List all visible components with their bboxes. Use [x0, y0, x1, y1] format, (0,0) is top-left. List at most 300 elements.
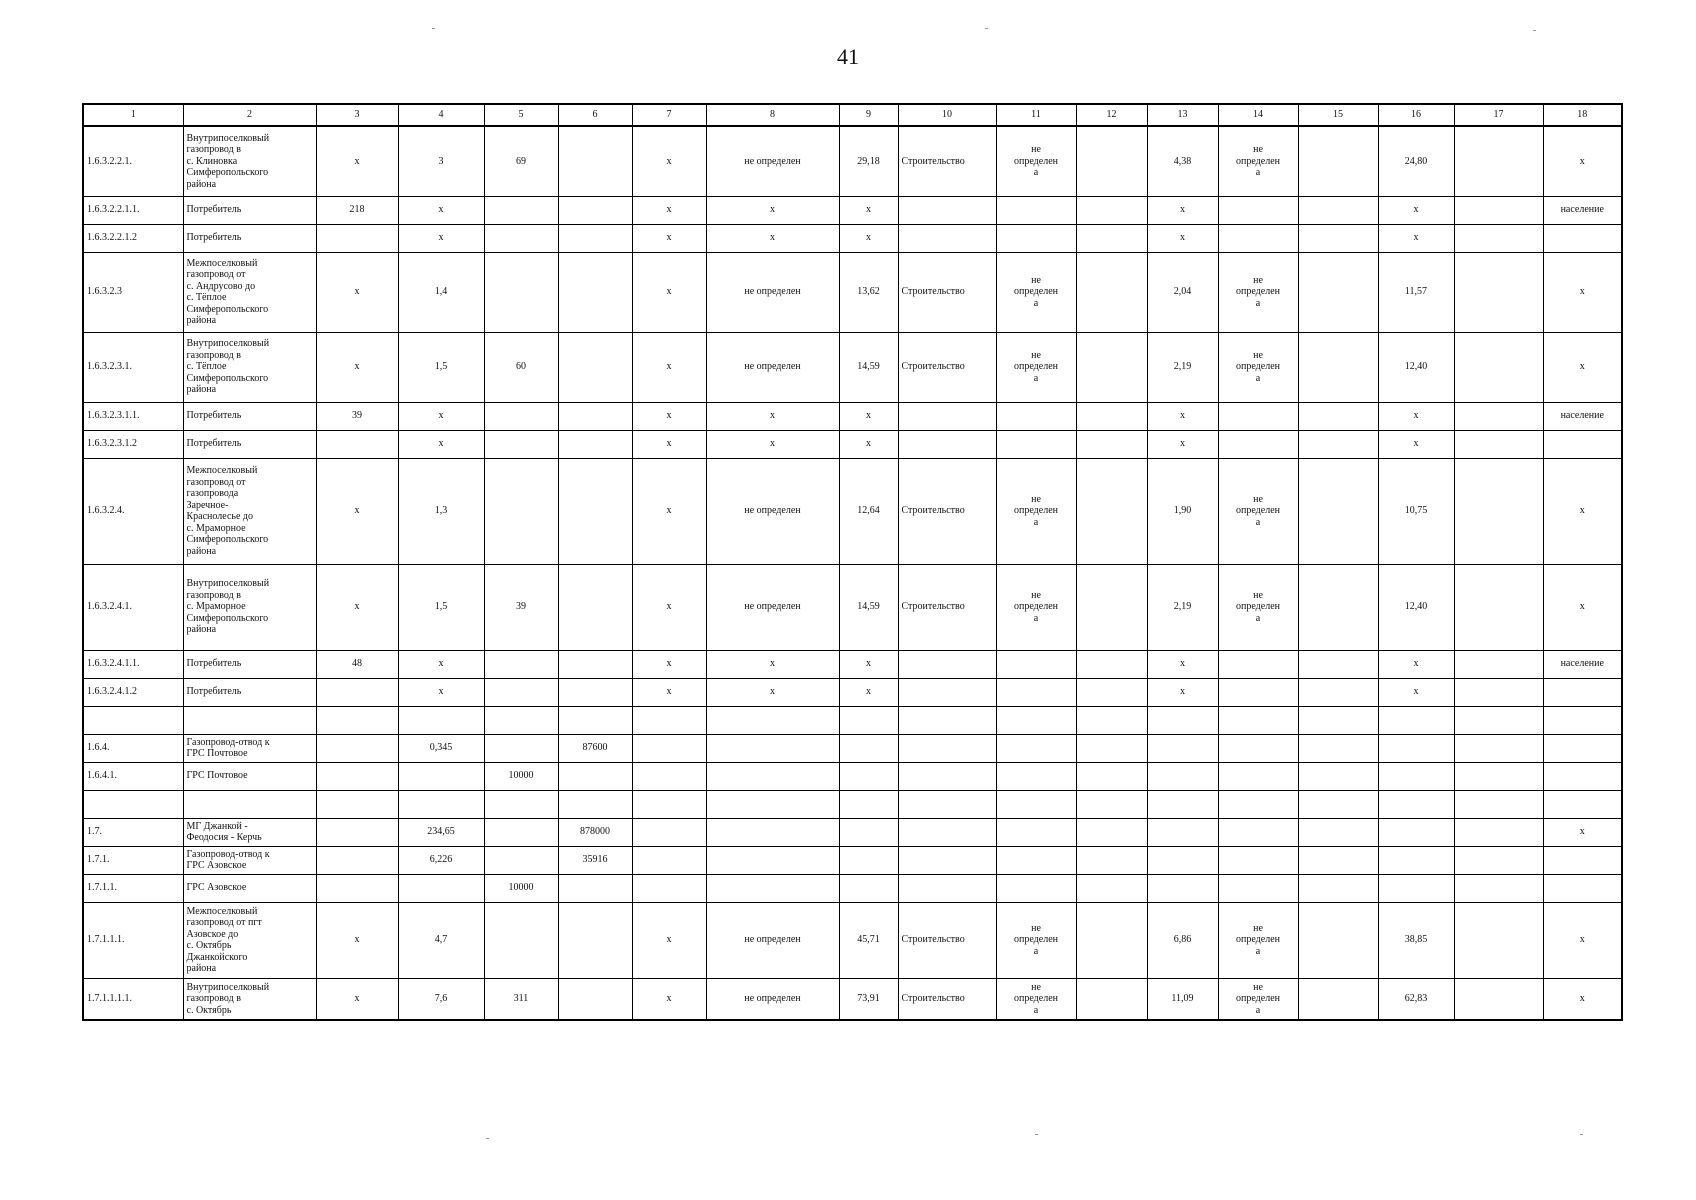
- table-cell: [1147, 762, 1218, 790]
- table-cell: [1298, 846, 1378, 874]
- table-cell: 11,09: [1147, 978, 1218, 1020]
- table-cell: 311: [484, 978, 558, 1020]
- table-cell: 1,90: [1147, 458, 1218, 564]
- table-cell: население: [1543, 650, 1622, 678]
- table-cell: х: [316, 252, 398, 332]
- table-cell: не определен а: [996, 458, 1076, 564]
- table-cell: [316, 874, 398, 902]
- row-name-cell: МГ Джанкой - Феодосия - Керчь: [183, 818, 316, 846]
- table-cell: [1298, 196, 1378, 224]
- table-cell: Строительство: [898, 126, 996, 196]
- row-name-cell: Газопровод-отвод к ГРС Азовское: [183, 846, 316, 874]
- table-cell: [316, 706, 398, 734]
- table-cell: х: [706, 402, 839, 430]
- table-cell: [706, 818, 839, 846]
- row-name-cell: [183, 790, 316, 818]
- table-cell: х: [632, 564, 706, 650]
- row-name-cell: Внутрипоселковый газопровод в с. Мраморное Симферопольского района: [183, 564, 316, 650]
- table-cell: [1218, 430, 1298, 458]
- table-cell: 10000: [484, 874, 558, 902]
- table-cell: [484, 402, 558, 430]
- table-cell: х: [839, 650, 898, 678]
- table-cell: не определен а: [996, 126, 1076, 196]
- table-cell: 14,59: [839, 564, 898, 650]
- table-cell: [484, 650, 558, 678]
- table-cell: х: [1543, 252, 1622, 332]
- table-cell: [1076, 332, 1147, 402]
- row-code-cell: 1.6.3.2.4.1.1.: [83, 650, 183, 678]
- table-cell: Строительство: [898, 978, 996, 1020]
- table-cell: 39: [484, 564, 558, 650]
- table-cell: [1218, 874, 1298, 902]
- column-header-4: 4: [398, 104, 484, 126]
- table-cell: 1,5: [398, 564, 484, 650]
- table-cell: [484, 706, 558, 734]
- table-cell: не определен а: [996, 902, 1076, 978]
- table-cell: х: [1378, 224, 1454, 252]
- table-cell: 2,19: [1147, 564, 1218, 650]
- table-row: [83, 902, 1622, 978]
- table-cell: [996, 818, 1076, 846]
- table-cell: [996, 734, 1076, 762]
- table-row: [83, 978, 1622, 1020]
- table-row: [83, 650, 1622, 678]
- row-code-cell: 1.6.3.2.4.: [83, 458, 183, 564]
- table-cell: не определен а: [1218, 458, 1298, 564]
- table-cell: [1147, 706, 1218, 734]
- table-cell: [839, 706, 898, 734]
- table-cell: [316, 790, 398, 818]
- table-cell: [1076, 734, 1147, 762]
- table-cell: население: [1543, 196, 1622, 224]
- table-cell: [484, 734, 558, 762]
- column-header-3: 3: [316, 104, 398, 126]
- table-cell: [1454, 734, 1543, 762]
- row-code-cell: [83, 706, 183, 734]
- row-code-cell: 1.7.: [83, 818, 183, 846]
- table-cell: [484, 790, 558, 818]
- table-cell: [1218, 790, 1298, 818]
- table-row: [83, 224, 1622, 252]
- table-cell: 2,04: [1147, 252, 1218, 332]
- table-cell: [632, 734, 706, 762]
- table-cell: х: [316, 126, 398, 196]
- table-cell: [1378, 734, 1454, 762]
- table-cell: [632, 818, 706, 846]
- table-cell: х: [1147, 430, 1218, 458]
- table-cell: [1454, 902, 1543, 978]
- table-cell: [558, 790, 632, 818]
- table-cell: 878000: [558, 818, 632, 846]
- table-cell: [1076, 818, 1147, 846]
- table-cell: х: [1543, 902, 1622, 978]
- table-cell: [996, 706, 1076, 734]
- table-cell: [558, 458, 632, 564]
- row-name-cell: Межпоселковый газопровод от газопровода Заречное- Краснолесье до с. Мраморное Симферопольского района: [183, 458, 316, 564]
- table-cell: х: [398, 430, 484, 458]
- table-cell: х: [316, 978, 398, 1020]
- table-cell: [1454, 224, 1543, 252]
- table-cell: [839, 790, 898, 818]
- table-cell: [398, 874, 484, 902]
- table-cell: [1454, 978, 1543, 1020]
- row-name-cell: Внутрипоселковый газопровод в с. Октябрь: [183, 978, 316, 1020]
- table-cell: [398, 762, 484, 790]
- table-cell: [996, 874, 1076, 902]
- table-cell: 11,57: [1378, 252, 1454, 332]
- table-cell: 69: [484, 126, 558, 196]
- table-cell: 38,85: [1378, 902, 1454, 978]
- table-cell: [484, 458, 558, 564]
- table-cell: [1076, 126, 1147, 196]
- table-cell: 35916: [558, 846, 632, 874]
- table-cell: 87600: [558, 734, 632, 762]
- table-cell: [1298, 332, 1378, 402]
- row-name-cell: Межпоселковый газопровод от с. Андрусово до с. Тёплое Симферопольского района: [183, 252, 316, 332]
- table-cell: [1298, 430, 1378, 458]
- table-cell: [1218, 224, 1298, 252]
- table-cell: [1454, 252, 1543, 332]
- table-cell: [316, 678, 398, 706]
- table-cell: х: [839, 678, 898, 706]
- table-body: [83, 126, 1622, 1020]
- table-cell: [1298, 224, 1378, 252]
- table-cell: [1298, 762, 1378, 790]
- table-cell: х: [316, 564, 398, 650]
- row-name-cell: Потребитель: [183, 430, 316, 458]
- table-cell: [1378, 706, 1454, 734]
- table-cell: [1076, 458, 1147, 564]
- column-header-8: 8: [706, 104, 839, 126]
- table-cell: [1298, 874, 1378, 902]
- table-cell: х: [706, 224, 839, 252]
- table-cell: не определен а: [996, 332, 1076, 402]
- table-cell: не определен: [706, 902, 839, 978]
- table-cell: [706, 706, 839, 734]
- table-row: [83, 332, 1622, 402]
- table-cell: [1543, 762, 1622, 790]
- table-cell: [1378, 846, 1454, 874]
- table-cell: Строительство: [898, 458, 996, 564]
- table-cell: [1147, 846, 1218, 874]
- table-cell: х: [1543, 126, 1622, 196]
- table-cell: 4,38: [1147, 126, 1218, 196]
- table-cell: [898, 818, 996, 846]
- column-header-16: 16: [1378, 104, 1454, 126]
- page-number: 41: [837, 44, 859, 69]
- table-cell: [1147, 734, 1218, 762]
- table-cell: х: [398, 402, 484, 430]
- table-cell: 0,345: [398, 734, 484, 762]
- table-cell: [632, 790, 706, 818]
- table-cell: 14,59: [839, 332, 898, 402]
- table-cell: х: [1378, 402, 1454, 430]
- table-cell: не определен: [706, 126, 839, 196]
- column-header-15: 15: [1298, 104, 1378, 126]
- table-cell: 1,3: [398, 458, 484, 564]
- row-name-cell: Межпоселковый газопровод от пгт Азовское до с. Октябрь Джанкойского района: [183, 902, 316, 978]
- table-cell: [1218, 678, 1298, 706]
- scan-speck: [1035, 1134, 1038, 1135]
- row-name-cell: Потребитель: [183, 402, 316, 430]
- table-row: [83, 196, 1622, 224]
- table-cell: Строительство: [898, 252, 996, 332]
- table-cell: не определен а: [1218, 978, 1298, 1020]
- table-cell: х: [632, 650, 706, 678]
- table-cell: [1543, 874, 1622, 902]
- table-cell: [1076, 224, 1147, 252]
- table-cell: [996, 678, 1076, 706]
- table-cell: [1454, 874, 1543, 902]
- table-cell: [1378, 874, 1454, 902]
- table-cell: [1076, 846, 1147, 874]
- row-code-cell: [83, 790, 183, 818]
- table-cell: [839, 762, 898, 790]
- table-cell: 12,40: [1378, 564, 1454, 650]
- table-cell: 1,4: [398, 252, 484, 332]
- column-header-7: 7: [632, 104, 706, 126]
- table-cell: х: [632, 402, 706, 430]
- row-name-cell: ГРС Азовское: [183, 874, 316, 902]
- table-cell: [484, 430, 558, 458]
- table-cell: [839, 818, 898, 846]
- table-cell: [1076, 762, 1147, 790]
- table-cell: 1,5: [398, 332, 484, 402]
- table-cell: х: [1378, 196, 1454, 224]
- column-header-10: 10: [898, 104, 996, 126]
- table-cell: [1298, 252, 1378, 332]
- table-cell: 45,71: [839, 902, 898, 978]
- table-row: [83, 874, 1622, 902]
- table-cell: х: [1543, 564, 1622, 650]
- table-cell: [558, 332, 632, 402]
- table-cell: х: [1147, 678, 1218, 706]
- table-cell: [1218, 846, 1298, 874]
- table-cell: [1543, 430, 1622, 458]
- table-cell: х: [632, 902, 706, 978]
- table-cell: [558, 402, 632, 430]
- table-cell: [1298, 402, 1378, 430]
- table-cell: [1454, 818, 1543, 846]
- table-cell: [839, 874, 898, 902]
- table-cell: 12,64: [839, 458, 898, 564]
- table-cell: 234,65: [398, 818, 484, 846]
- table-cell: [316, 762, 398, 790]
- table-cell: [558, 762, 632, 790]
- table-cell: [1076, 678, 1147, 706]
- column-header-5: 5: [484, 104, 558, 126]
- column-header-6: 6: [558, 104, 632, 126]
- table-cell: не определен: [706, 252, 839, 332]
- column-header-17: 17: [1454, 104, 1543, 126]
- table-cell: [1298, 978, 1378, 1020]
- table-cell: [1454, 458, 1543, 564]
- table-cell: [316, 818, 398, 846]
- row-code-cell: 1.6.3.2.3.1.: [83, 332, 183, 402]
- row-code-cell: 1.7.1.: [83, 846, 183, 874]
- table-cell: [1543, 846, 1622, 874]
- table-cell: [1298, 706, 1378, 734]
- table-cell: х: [632, 430, 706, 458]
- table-cell: [558, 196, 632, 224]
- table-cell: х: [316, 332, 398, 402]
- table-cell: [558, 126, 632, 196]
- table-cell: [632, 846, 706, 874]
- table-cell: [1298, 678, 1378, 706]
- table-cell: [558, 252, 632, 332]
- table-row: [83, 734, 1622, 762]
- table-cell: 6,226: [398, 846, 484, 874]
- table-cell: [996, 762, 1076, 790]
- table-cell: [1218, 650, 1298, 678]
- table-cell: [706, 734, 839, 762]
- row-code-cell: 1.6.3.2.3.1.2: [83, 430, 183, 458]
- table-cell: [398, 706, 484, 734]
- table-cell: х: [839, 196, 898, 224]
- table-cell: [484, 252, 558, 332]
- scan-speck: [1580, 1134, 1583, 1135]
- table-cell: не определен: [706, 458, 839, 564]
- table-cell: [1454, 564, 1543, 650]
- table-cell: [1454, 790, 1543, 818]
- table-cell: [898, 650, 996, 678]
- scan-speck: [432, 28, 435, 29]
- table-cell: [632, 762, 706, 790]
- table-cell: [1076, 196, 1147, 224]
- table-cell: [1076, 874, 1147, 902]
- table-cell: [1543, 224, 1622, 252]
- table-cell: население: [1543, 402, 1622, 430]
- table-cell: не определен: [706, 332, 839, 402]
- table-cell: [1218, 196, 1298, 224]
- table-cell: [1543, 790, 1622, 818]
- table-cell: [632, 874, 706, 902]
- table-cell: [1454, 678, 1543, 706]
- table-cell: х: [1543, 458, 1622, 564]
- row-code-cell: 1.6.3.2.3.1.1.: [83, 402, 183, 430]
- table-cell: [1076, 706, 1147, 734]
- table-cell: [484, 818, 558, 846]
- table-cell: [558, 902, 632, 978]
- table-cell: [898, 846, 996, 874]
- table-cell: х: [1543, 818, 1622, 846]
- table-cell: [1298, 458, 1378, 564]
- table-cell: [558, 678, 632, 706]
- table-cell: Строительство: [898, 564, 996, 650]
- table-cell: не определен а: [1218, 252, 1298, 332]
- row-name-cell: Потребитель: [183, 678, 316, 706]
- table-cell: [1378, 818, 1454, 846]
- table-cell: [1076, 650, 1147, 678]
- table-cell: [1454, 650, 1543, 678]
- table-cell: [706, 874, 839, 902]
- table-cell: 13,62: [839, 252, 898, 332]
- table-cell: не определен а: [996, 564, 1076, 650]
- table-cell: [558, 978, 632, 1020]
- table-cell: [706, 762, 839, 790]
- table-cell: х: [632, 196, 706, 224]
- table-cell: [1218, 818, 1298, 846]
- table-cell: [558, 706, 632, 734]
- table-cell: 6,86: [1147, 902, 1218, 978]
- table-cell: не определен а: [1218, 902, 1298, 978]
- column-header-18: 18: [1543, 104, 1622, 126]
- table-cell: не определен а: [996, 978, 1076, 1020]
- table-cell: х: [839, 430, 898, 458]
- column-header-14: 14: [1218, 104, 1298, 126]
- row-code-cell: 1.6.3.2.4.1.2: [83, 678, 183, 706]
- table-cell: [1378, 762, 1454, 790]
- table-cell: [839, 846, 898, 874]
- column-header-11: 11: [996, 104, 1076, 126]
- table-cell: [1454, 846, 1543, 874]
- table-cell: 218: [316, 196, 398, 224]
- table-cell: х: [1147, 224, 1218, 252]
- table-cell: [1543, 734, 1622, 762]
- row-name-cell: Потребитель: [183, 224, 316, 252]
- table-cell: [1454, 430, 1543, 458]
- table-cell: [1218, 402, 1298, 430]
- table-cell: [1298, 790, 1378, 818]
- row-name-cell: Потребитель: [183, 196, 316, 224]
- table-cell: [1218, 762, 1298, 790]
- table-cell: 3: [398, 126, 484, 196]
- table-cell: 4,7: [398, 902, 484, 978]
- table-cell: [1298, 902, 1378, 978]
- table-cell: [1454, 706, 1543, 734]
- table-cell: 10,75: [1378, 458, 1454, 564]
- table-row: [83, 252, 1622, 332]
- row-code-cell: 1.6.3.2.3: [83, 252, 183, 332]
- table-row: [83, 818, 1622, 846]
- table-cell: х: [839, 402, 898, 430]
- table-cell: х: [706, 196, 839, 224]
- table-cell: [996, 224, 1076, 252]
- table-cell: 24,80: [1378, 126, 1454, 196]
- table-cell: [1076, 978, 1147, 1020]
- table-cell: [484, 224, 558, 252]
- table-cell: [1298, 564, 1378, 650]
- table-cell: [898, 734, 996, 762]
- table-cell: х: [839, 224, 898, 252]
- table-row: [83, 706, 1622, 734]
- table-cell: [1218, 706, 1298, 734]
- table-cell: [1076, 430, 1147, 458]
- table-cell: [484, 678, 558, 706]
- scan-speck: [985, 28, 988, 29]
- row-name-cell: Внутрипоселковый газопровод в с. Клиновка Симферопольского района: [183, 126, 316, 196]
- table-cell: не определен а: [996, 252, 1076, 332]
- table-cell: [1298, 650, 1378, 678]
- table-row: [83, 126, 1622, 196]
- table-cell: [706, 846, 839, 874]
- table-cell: [1454, 402, 1543, 430]
- table-cell: [1298, 734, 1378, 762]
- table-cell: [1147, 874, 1218, 902]
- table-cell: [632, 706, 706, 734]
- table-cell: [1454, 762, 1543, 790]
- table-cell: х: [706, 430, 839, 458]
- table-cell: [484, 846, 558, 874]
- table-cell: х: [632, 252, 706, 332]
- table-cell: 60: [484, 332, 558, 402]
- table-cell: х: [398, 196, 484, 224]
- table-row: [83, 678, 1622, 706]
- table-cell: Строительство: [898, 332, 996, 402]
- table-cell: [898, 196, 996, 224]
- table-cell: не определен: [706, 978, 839, 1020]
- table-cell: [996, 650, 1076, 678]
